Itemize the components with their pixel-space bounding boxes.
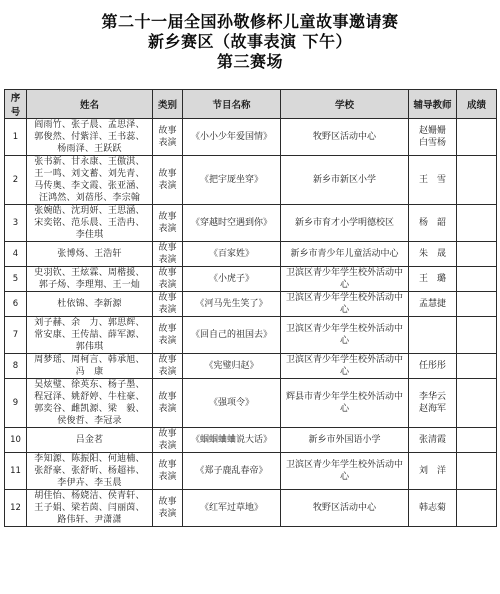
table-body: [5, 119, 497, 527]
cell-teacher: [409, 317, 457, 354]
cell-seq: 6: [5, 292, 27, 317]
cell-score: [457, 119, 497, 156]
category-line: 故事: [158, 460, 177, 470]
cell-score: [457, 292, 497, 317]
cell-names: [27, 267, 153, 292]
header-category: 类别: [153, 90, 183, 119]
name-line: 张舒豪、张舒昕、杨超祎、: [34, 466, 145, 476]
teacher-line: 王 雪: [418, 175, 446, 185]
title-block: [0, 12, 500, 72]
cell-program: 《小虎子》: [183, 267, 281, 292]
name-line: 吴炫璧、徐英东、杨子墨、: [34, 380, 145, 390]
category-line: 表演: [158, 441, 177, 451]
cell-seq: 8: [5, 354, 27, 379]
cell-teacher: [409, 292, 457, 317]
teacher-line: 赵海军: [418, 404, 446, 414]
name-line: 李知源、陈振阳、何迪楠、: [34, 454, 145, 464]
cell-category: [153, 242, 183, 267]
cell-seq: 10: [5, 428, 27, 453]
category-line: 故事: [158, 169, 177, 179]
cell-names: [27, 156, 153, 205]
name-line: 郭伟琪: [75, 342, 104, 352]
cell-score: [457, 317, 497, 354]
teacher-line: 白雪杨: [418, 138, 446, 148]
teacher-line: 任彤彤: [418, 361, 446, 371]
teacher-line: 王 璐: [418, 274, 446, 284]
name-line: 常安康、王传喆、薛军源、: [34, 330, 145, 340]
category-line: 表演: [158, 336, 177, 346]
cell-names: [27, 354, 153, 379]
cell-school: 牧野区活动中心: [281, 490, 409, 527]
teacher-line: 杨 韶: [418, 218, 446, 228]
cell-score: [457, 354, 497, 379]
category-line: 表演: [158, 181, 177, 191]
name-line: 郭奕谷、雌凯源、梁 毅、: [34, 404, 145, 414]
cell-category: [153, 379, 183, 428]
cell-teacher: [409, 379, 457, 428]
table-row: [5, 490, 497, 527]
name-line: 张婉皓、沈玥妍、王思涵、: [34, 206, 145, 216]
name-line: 郭子炀、李理翔、王一灿: [38, 280, 141, 290]
cell-school: 新乡市新区小学: [281, 156, 409, 205]
name-line: 张书新、甘永康、王傲淇、: [34, 157, 145, 167]
category-line: 表演: [158, 509, 177, 519]
cell-teacher: [409, 119, 457, 156]
cell-school: 辉县市青少年学生校外活动中心: [281, 379, 409, 428]
cell-names: [27, 317, 153, 354]
cell-names: [27, 242, 153, 267]
venue-title: 第三赛场: [216, 52, 283, 71]
category-line: 故事: [158, 429, 177, 439]
header-seq: 序号: [5, 90, 27, 119]
cell-school: 新乡市青少年儿童活动中心: [281, 242, 409, 267]
name-line: 刘子赫、余 力、郭思辉、: [34, 318, 145, 328]
cell-score: [457, 156, 497, 205]
cell-school: 卫滨区青少年学生校外活动中心: [281, 354, 409, 379]
cell-program: 《回自己的祖国去》: [183, 317, 281, 354]
category-line: 故事: [158, 293, 177, 303]
table-row: [5, 267, 497, 292]
cell-names: [27, 205, 153, 242]
teacher-line: 张清霞: [418, 435, 446, 445]
cell-teacher: [409, 156, 457, 205]
name-line: 汪鸿然、刘蓓彤、李宗翰: [38, 193, 141, 203]
cell-score: [457, 379, 497, 428]
cell-score: [457, 453, 497, 490]
category-line: 故事: [158, 324, 177, 334]
teacher-line: 赵姗姗: [418, 126, 446, 136]
header-school: 学校: [281, 90, 409, 119]
teacher-line: 刘 洋: [418, 466, 446, 476]
table-row: [5, 379, 497, 428]
schedule-table: [4, 89, 497, 527]
name-line: 郭俊然、付紫洋、王书蕊、: [34, 132, 145, 142]
cell-seq: 11: [5, 453, 27, 490]
cell-teacher: [409, 242, 457, 267]
table-row: [5, 317, 497, 354]
cell-teacher: [409, 453, 457, 490]
category-line: 故事: [158, 126, 177, 136]
cell-program: 《郑子鹿乱春帝》: [183, 453, 281, 490]
cell-category: [153, 490, 183, 527]
name-line: 阎雨竹、张子晨、孟思泽、: [34, 120, 145, 130]
cell-seq: 2: [5, 156, 27, 205]
name-line: 宋奕铭、范乐晨、王浩冉、: [34, 218, 145, 228]
cell-program: 《河马先生笑了》: [183, 292, 281, 317]
header-program: 节目名称: [183, 90, 281, 119]
category-line: 表演: [158, 255, 177, 265]
cell-teacher: [409, 428, 457, 453]
name-line: 路伟轩、尹潇潇: [57, 515, 122, 525]
name-line: 周梦瑶、周柯言、韩承旭、: [34, 355, 145, 365]
cell-category: [153, 354, 183, 379]
name-line: 王一鸣、刘文蓄、刘先青、: [34, 169, 145, 179]
teacher-line: 韩志菊: [418, 503, 446, 513]
table-row: [5, 428, 497, 453]
cell-program: 《穿越时空遇到你》: [183, 205, 281, 242]
category-line: 表演: [158, 138, 177, 148]
cell-program: 《把宇厐坐穿》: [183, 156, 281, 205]
cell-names: [27, 428, 153, 453]
cell-names: [27, 119, 153, 156]
cell-seq: 3: [5, 205, 27, 242]
teacher-line: 孟慧捷: [418, 299, 446, 309]
cell-school: 卫滨区青少年学生校外活动中心: [281, 292, 409, 317]
table-row: [5, 119, 497, 156]
cell-school: 卫滨区青少年学生校外活动中心: [281, 453, 409, 490]
cell-school: 牧野区活动中心: [281, 119, 409, 156]
cell-score: [457, 205, 497, 242]
cell-teacher: [409, 205, 457, 242]
name-line: 李佳琪: [75, 230, 104, 240]
cell-program: 《百家姓》: [183, 242, 281, 267]
name-line: 马传奥、李文霞、张亚涵、: [34, 181, 145, 191]
category-line: 故事: [158, 212, 177, 222]
cell-seq: 12: [5, 490, 27, 527]
cell-score: [457, 242, 497, 267]
cell-score: [457, 428, 497, 453]
name-line: 王子娟、梁若茵、闫丽茵、: [34, 503, 145, 513]
header-teacher: 辅导教师: [409, 90, 457, 119]
cell-school: 卫滨区青少年学生校外活动中心: [281, 267, 409, 292]
category-line: 故事: [158, 392, 177, 402]
table-row: [5, 453, 497, 490]
header-names: 姓名: [27, 90, 153, 119]
table-row: [5, 354, 497, 379]
name-line: 程冠泽、姚舒婷、牛柱豪、: [34, 392, 145, 402]
teacher-line: 李华云: [418, 392, 446, 402]
category-line: 表演: [158, 367, 177, 377]
name-line: 吕金茗: [75, 435, 104, 445]
category-line: 表演: [158, 305, 177, 315]
cell-seq: 1: [5, 119, 27, 156]
cell-category: [153, 428, 183, 453]
cell-seq: 5: [5, 267, 27, 292]
cell-category: [153, 453, 183, 490]
cell-names: [27, 490, 153, 527]
cell-score: [457, 267, 497, 292]
category-line: 表演: [158, 224, 177, 234]
table-row: [5, 156, 497, 205]
name-line: 杜依锦、李新源: [57, 299, 122, 309]
cell-seq: 9: [5, 379, 27, 428]
cell-teacher: [409, 267, 457, 292]
header-score: 成绩: [457, 90, 497, 119]
document-subtitle: 新乡赛区（故事表演 下午）: [147, 32, 353, 51]
category-line: 表演: [158, 404, 177, 414]
cell-names: [27, 453, 153, 490]
cell-category: [153, 119, 183, 156]
cell-teacher: [409, 354, 457, 379]
cell-teacher: [409, 490, 457, 527]
cell-program: 《小小少年爱国情》: [183, 119, 281, 156]
cell-seq: 4: [5, 242, 27, 267]
document-title: 第二十一届全国孙敬修杯儿童故事邀请赛: [101, 12, 399, 31]
cell-category: [153, 205, 183, 242]
name-line: 侯俊哲、李冠录: [57, 416, 122, 426]
table-row: [5, 242, 497, 267]
cell-category: [153, 267, 183, 292]
cell-names: [27, 379, 153, 428]
name-line: 杨雨泽、王跃跃: [57, 144, 122, 154]
table-row: [5, 205, 497, 242]
cell-program: 《蝈蝈蛐蛐说大话》: [183, 428, 281, 453]
cell-seq: 7: [5, 317, 27, 354]
name-line: 李伊卉、李玉晨: [57, 478, 122, 488]
cell-program: 《强项令》: [183, 379, 281, 428]
category-line: 故事: [158, 355, 177, 365]
table-header-row: [5, 90, 497, 119]
name-line: 张博炀、王浩轩: [57, 249, 122, 259]
cell-program: 《红军过草地》: [183, 490, 281, 527]
table-row: [5, 292, 497, 317]
category-line: 表演: [158, 472, 177, 482]
cell-category: [153, 156, 183, 205]
category-line: 表演: [158, 280, 177, 290]
cell-school: 新乡市育才小学明德校区: [281, 205, 409, 242]
teacher-line: 朱 晟: [418, 249, 446, 259]
cell-score: [457, 490, 497, 527]
cell-program: 《宪璧归赵》: [183, 354, 281, 379]
category-line: 故事: [158, 268, 177, 278]
cell-category: [153, 292, 183, 317]
category-line: 故事: [158, 497, 177, 507]
category-line: 故事: [158, 243, 177, 253]
cell-category: [153, 317, 183, 354]
cell-school: 新乡市外国语小学: [281, 428, 409, 453]
name-line: 胡佳怡、杨娆洁、侯青轩、: [34, 491, 145, 501]
cell-names: [27, 292, 153, 317]
name-line: 冯 康: [75, 367, 104, 377]
cell-school: 卫滨区青少年学生校外活动中心: [281, 317, 409, 354]
name-line: 史羽钦、王炫霖、周楷援、: [34, 268, 145, 278]
